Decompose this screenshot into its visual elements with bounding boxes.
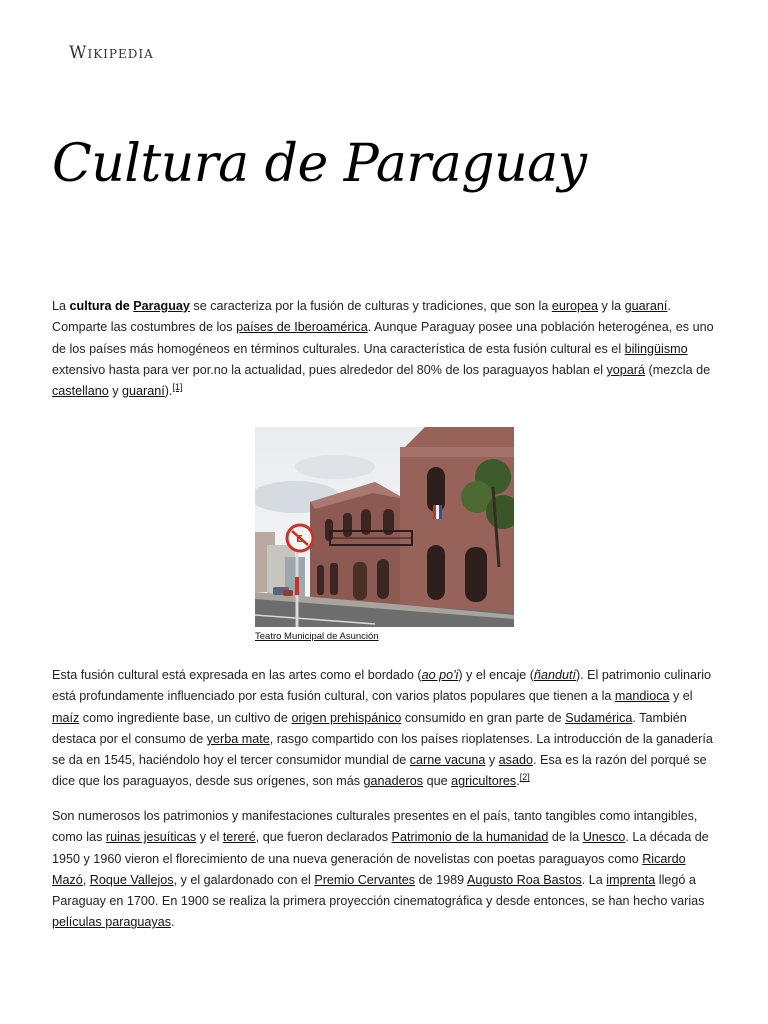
text: , [82,872,90,887]
link-roque-vallejos[interactable]: Roque Vallejos [89,872,174,887]
text: que [423,774,452,789]
link-unesco[interactable]: Unesco [582,830,626,845]
link-agricultores[interactable]: agricultores [451,774,517,789]
link-peliculas-paraguayas[interactable]: películas paraguayas [52,915,172,930]
wikipedia-logo[interactable]: Wikipedia [69,43,154,63]
paragraph-intro [52,296,716,402]
text: . Aunque Paraguay posee una población heterogénea, es uno de los países más homogéneos en términos culturales. Una característica de esta fusión cultural es el [52,320,714,356]
page-title: Cultura de Paraguay [52,134,587,194]
text: (mezcla de [645,362,711,377]
text: , que fueron declarados [255,830,392,845]
text: de la [548,830,583,845]
reference-link-1[interactable]: [1] [172,382,183,392]
text: como ingrediente base, un cultivo de [79,710,292,725]
bold-term: cultura de Paraguay [69,299,190,313]
link-nanduti[interactable]: ñandutí [533,668,576,682]
link-jopara[interactable]: yopará [606,362,646,377]
link-yerba-mate[interactable]: yerba mate [206,731,270,746]
link-maiz[interactable]: maíz [52,710,80,725]
link-ricardo-mazo[interactable]: Ricardo Mazó [52,851,686,887]
reference-link-2[interactable]: [2] [519,772,530,783]
text: y [485,753,499,768]
text: . También destaca por el consumo de [52,710,687,746]
link-paraguay[interactable]: Paraguay [133,299,190,313]
paragraph-fusion [52,665,716,793]
text: y la [598,299,625,313]
text: extensivo hasta para ver por.no la actualidad, pues alrededor del 80% de los paraguayos hablan el [52,362,607,377]
text: y el [669,689,693,704]
text: de 1989 [415,872,467,887]
link-guarani-2[interactable]: guaraní [122,384,165,399]
text: y [108,384,123,399]
text: llegó a Paraguay en 1700. En 1900 se realiza la primera proyección cinematográfica y desde entonces, se han hecho varias [52,872,705,909]
text: , y el galardonado con el [173,872,315,887]
link-europea[interactable]: europea [551,299,599,313]
link-ruinas-jesuiticas[interactable]: ruinas jesuíticas [105,830,197,845]
svg-text:E: E [296,534,303,545]
link-mandioca[interactable]: mandioca [614,689,670,704]
text: La [52,299,70,313]
link-guarani[interactable]: guaraní [624,299,668,313]
text: Son numerosos los patrimonios y manifestaciones culturales presentes en el país, tanto tangibles como intangibles, como las [52,809,698,845]
link-augusto-roa-bastos[interactable]: Augusto Roa Bastos [466,872,582,887]
link-ao-poi[interactable]: ao po'i [421,668,459,682]
link-imprenta[interactable]: imprenta [606,872,656,887]
link-sudamerica[interactable]: Sudamérica [565,710,633,725]
text: ). El patrimonio culinario está profundamente influenciado por esta fusión cultural, con varios platos populares que tienen a la [52,668,712,704]
link-carne-vacuna[interactable]: carne vacuna [409,753,486,768]
text: Esta fusión cultural está expresada en las artes como el bordado ( [52,668,422,682]
text: consumido en gran parte de [401,710,566,725]
link-ganaderos[interactable]: ganaderos [363,774,424,789]
text: . Esa es la razón del porqué se dice que los paraguayos, desde sus orígenes, son más [52,753,707,789]
link-premio-cervantes[interactable]: Premio Cervantes [314,872,416,887]
text: ) y el encaje ( [458,668,534,682]
paragraph-patrimonios [52,806,716,934]
text: . [516,774,520,789]
link-patrimonio-humanidad[interactable]: Patrimonio de la humanidad [391,830,549,845]
link-asado[interactable]: asado [498,753,533,768]
text: y el [196,830,223,845]
link-castellano[interactable]: castellano [52,384,109,399]
link-paises-iberoamerica[interactable]: países de Iberoamérica [236,320,368,335]
text: ). [164,384,173,399]
link-bilinguismo[interactable]: bilingüismo [624,341,688,356]
figure-teatro [255,427,515,642]
figure-caption-link[interactable]: Teatro Municipal de Asunción [255,631,379,642]
teatro-municipal-photo[interactable] [255,427,514,627]
text: . [171,915,175,930]
link-terere[interactable]: tereré [222,830,256,845]
text: se caracteriza por la fusión de culturas y tradiciones, que son la [189,299,552,313]
text: . La [581,872,607,887]
link-origen-prehispanico[interactable]: origen prehispánico [291,710,402,725]
text: . La década de 1950 y 1960 vieron el florecimiento de una nueva generación de novelistas con poetas paraguayos como [52,830,709,866]
text: . Comparte las costumbres de los [52,299,671,335]
text: , rasgo compartido con los países rioplatenses. La introducción de la ganadería se da en 1545, haciéndolo hoy el tercer consumidor mundial de [52,731,713,768]
